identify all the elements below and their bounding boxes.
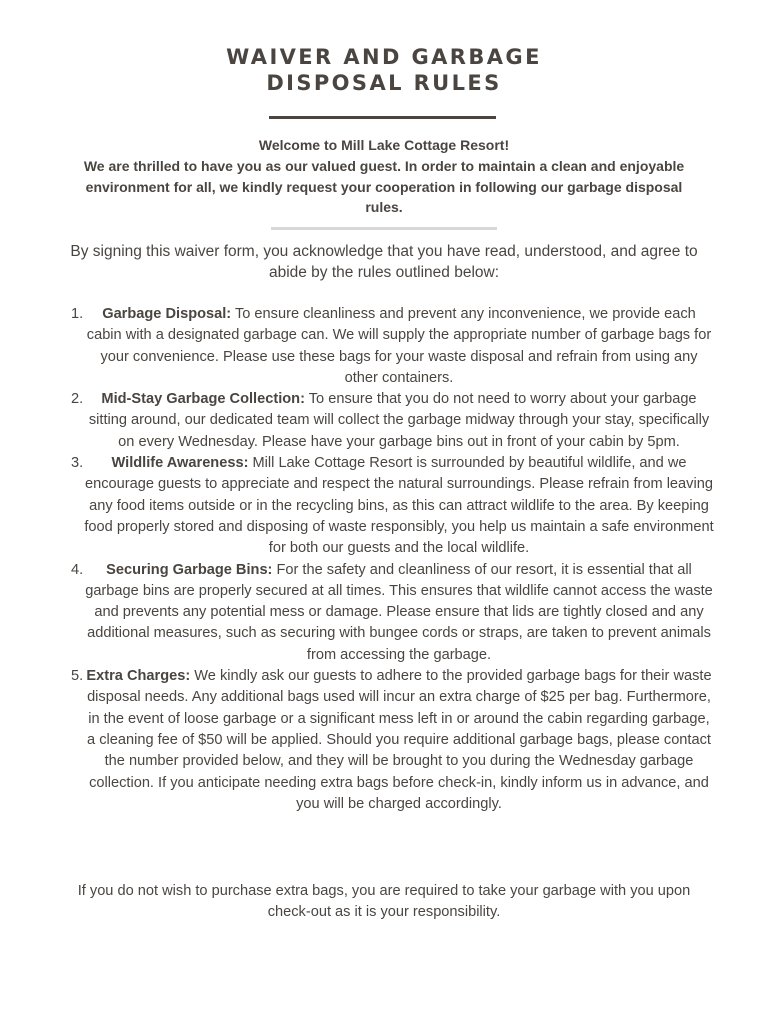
rule-item [71,560,714,666]
acknowledgement-text: By signing this waiver form, you acknowledge that you have read, understood, and agree to abide by the rules outlined below: [70,243,698,282]
rule-item [71,389,714,453]
rule-heading: Garbage Disposal: [102,306,232,322]
rule-number: 3. [71,455,84,472]
rule-text: Mill Lake Cottage Resort is surrounded by beautiful wildlife, and we encourage guests to appreciate and respect the natural surroundings. Please refrain from leaving any food items outside or in the recycling bins, as this can attract wildlife to the area. By keeping food properly stored and disposing of waste responsibly, you help us maintain a safe environment for both our guests and the local wildlife. [84,455,714,557]
rule-text: To ensure cleanliness and prevent any inconvenience, we provide each cabin with a designated garbage can. We will supply the appropriate number of garbage bags for your convenience. Please use these bags for your waste disposal and refrain from using any other containers. [86,306,712,386]
rule-number: 5. [71,668,84,685]
page-title-line-1: WAIVER AND GARBAGE [226,45,542,69]
rule-heading: Extra Charges: [86,668,191,685]
rule-number: 1. [71,306,84,322]
rule-item [71,453,714,559]
rule-heading: Wildlife Awareness: [111,455,249,472]
rule-item [71,304,714,389]
intro-block [70,135,698,218]
rules-list [71,304,714,815]
title-divider [269,116,496,119]
welcome-line: Welcome to Mill Lake Cottage Resort! [258,137,510,153]
closing-text: If you do not wish to purchase extra bags, you are required to take your garbage with you upon check-out as it is your responsibility. [77,883,691,921]
rule-number: 2. [71,391,84,408]
page-title [0,44,768,96]
rule-number: 4. [71,561,84,578]
rule-text: We kindly ask our guests to adhere to the provided garbage bags for their waste disposal needs. Any additional bags used will incur an extra charge of $25 per bag. Furthermore, in the event of loose garbage or a significant mess left in or around the cabin regarding garbage, a cleaning fee of $50 will be applied. Should you require additional garbage bags, please contact the number provided below, and they will be brought to you during the Wednesday garbage collection. If you anticipate needing extra bags before check-in, kindly inform us in advance, and you will be charged accordingly. [87,668,712,812]
rule-item [71,666,714,815]
intro-message: We are thrilled to have you as our valued guest. In order to maintain a clean and enjoyable environment for all, we kindly request your cooperation in following our garbage disposal rules. [83,157,685,216]
page-title-line-2: DISPOSAL RULES [266,71,502,95]
intro-divider [271,227,497,230]
rule-text: To ensure that you do not need to worry about your garbage sitting around, our dedicated team will collect the garbage midway through your stay, specifically on every Wednesday. Please have your garbage bins out in front of your cabin by 5pm. [88,391,710,450]
rule-heading: Mid-Stay Garbage Collection: [101,391,305,408]
rule-text: For the safety and cleanliness of our resort, it is essential that all garbage bins are properly secured at all times. This ensures that wildlife cannot access the waste and prevents any potential mess or damage. Please ensure that lids are tightly closed and any additional measures, such as securing with bungee cords or straps, are taken to prevent animals from accessing the garbage. [85,561,713,663]
rule-heading: Securing Garbage Bins: [106,561,273,578]
